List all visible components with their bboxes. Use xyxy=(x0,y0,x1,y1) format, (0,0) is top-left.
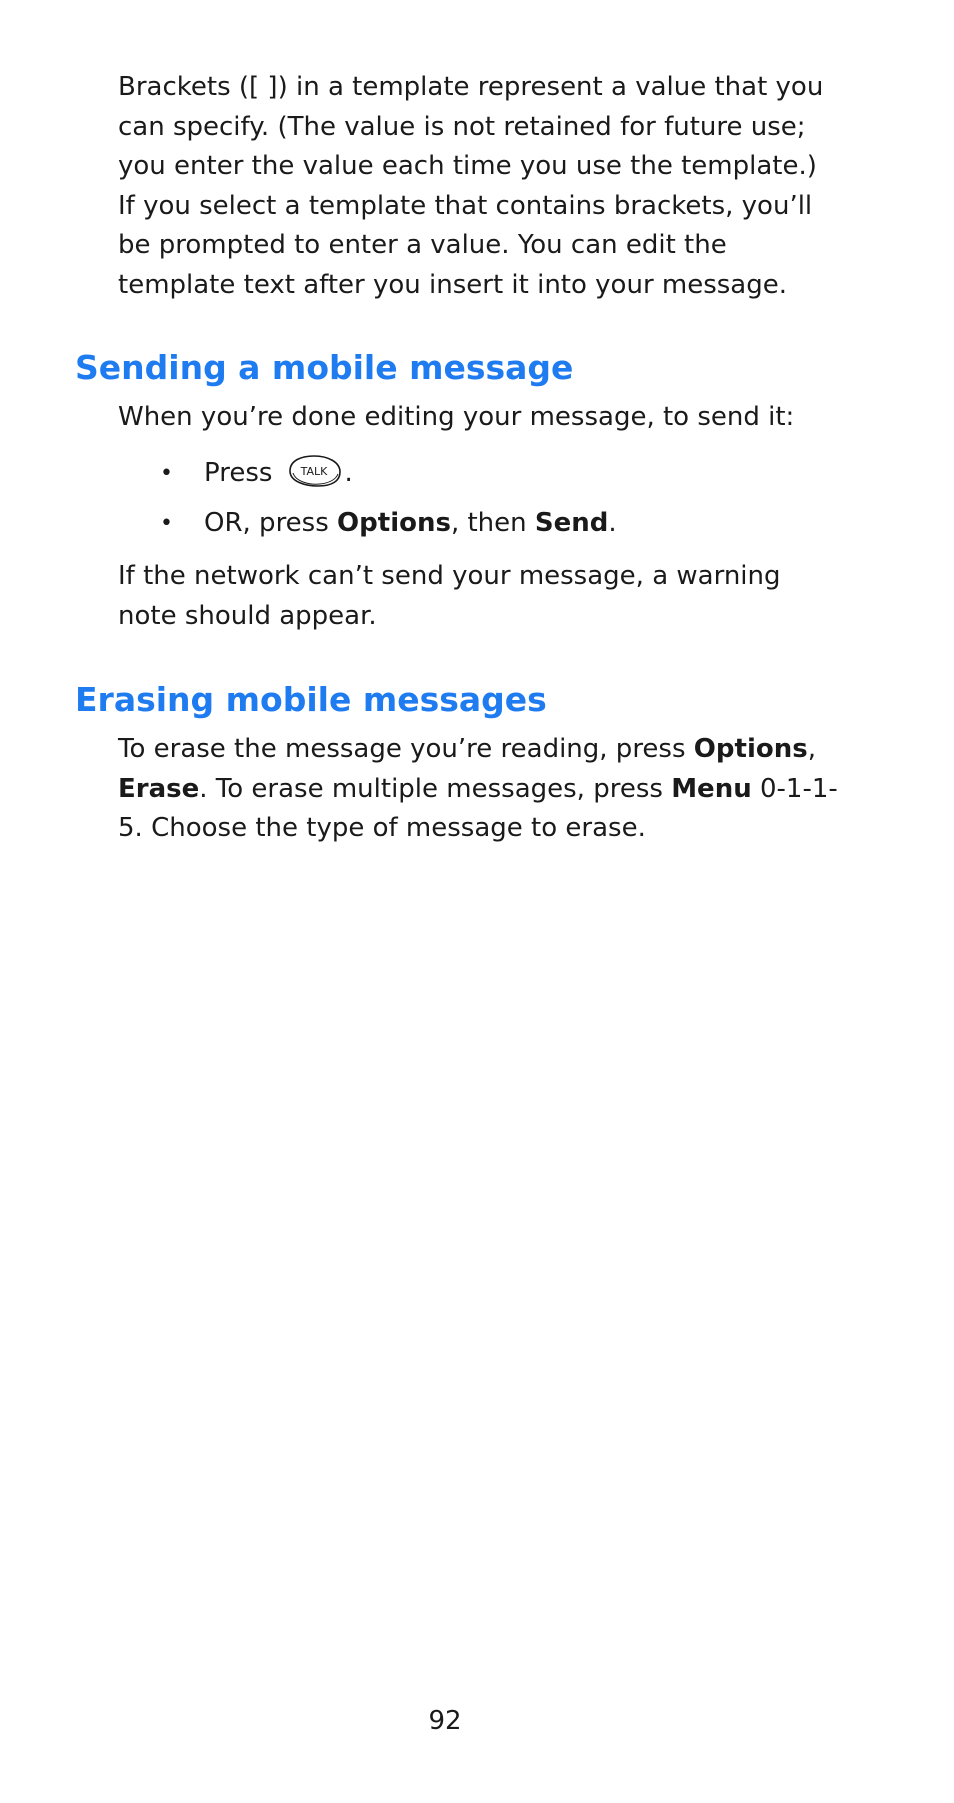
sending-lead: When you’re done editing your message, to send it: xyxy=(118,402,795,432)
erasing-text-sep: , xyxy=(807,734,816,764)
talk-key-label: TALK xyxy=(301,464,328,478)
bullet-text-or-press: OR, press xyxy=(204,508,338,538)
bullet-marker: • xyxy=(160,461,173,486)
talk-key-icon xyxy=(284,452,344,490)
bullet-text-press: Press xyxy=(204,458,273,488)
options-key-label: Options xyxy=(693,734,808,764)
erasing-text-3: 0-1-1-5. Choose the type of message to erase. xyxy=(118,773,838,843)
menu-key-label: Menu xyxy=(671,773,752,804)
erasing-heading: Erasing mobile messages xyxy=(75,680,547,719)
send-key-label: Send xyxy=(534,508,609,538)
bullet-text-then: , then xyxy=(450,508,535,538)
bullet-marker: • xyxy=(160,511,173,536)
erasing-text-1: To erase the message you’re reading, press xyxy=(118,734,694,764)
erasing-text-2: . To erase multiple messages, press xyxy=(199,773,672,804)
bullet-options-send xyxy=(160,504,617,544)
options-key-label: Options xyxy=(337,508,451,538)
erasing-paragraph xyxy=(118,730,838,849)
sending-warning-note: If the network can’t send your message, a warning note should appear. xyxy=(118,561,781,631)
intro-paragraph: Brackets ([ ]) in a template represent a value that you can specify. (The value is not retained for future use; you enter the value each time you use the template.) If you select a template that contains brackets, you’ll be prompted to enter a value. You can edit the template text after you insert it into your message. xyxy=(118,72,824,300)
erase-key-label: Erase xyxy=(118,773,200,804)
bullet-text-period: . xyxy=(608,508,617,538)
page-number: 92 xyxy=(428,1706,462,1736)
bullet-press-talk xyxy=(160,454,353,494)
sending-heading: Sending a mobile message xyxy=(75,348,574,387)
bullet-text-period: . xyxy=(344,458,353,488)
